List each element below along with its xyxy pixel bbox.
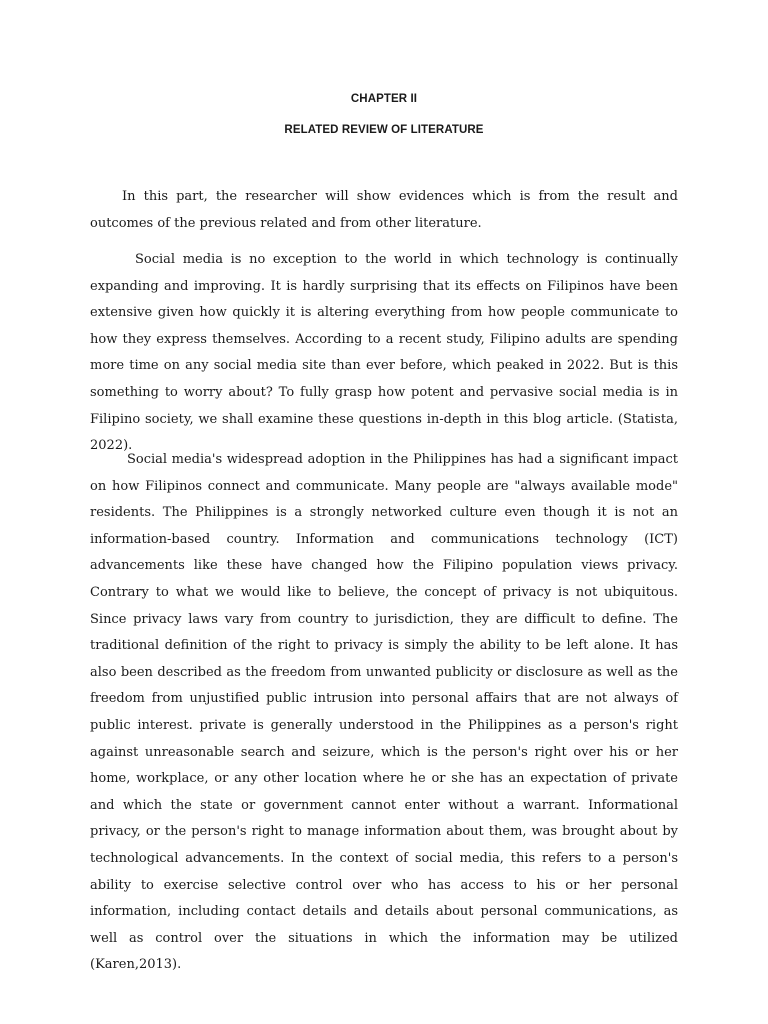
paragraph-social-media: Social media is no exception to the world in which technology is continually expanding and improving. It is hardly surprising that its effects on Filipinos have been extensive given how quickly it is altering everything from how people communicate to how they express themselves. According to a recent study, Filipino adults are spending more time on any social media site than ever before, which peaked in 2022. But is this something to worry about? To fully grasp how potent and pervasive social media is in Filipino society, we shall examine these questions in-depth in this blog article. (Statista, 2022). — [90, 252, 678, 454]
paragraph-privacy: Social media's widespread adoption in the Philippines has had a significant impact on how Filipinos connect and communicate. Many people are "always available mode" residents. The Philippines is a strongly networked culture even though it is not an information-based country. Information and communications technology (ICT) advancements like these have changed how the Filipino population views privacy. Contrary to what we would like to believe, the concept of privacy is not ubiquitous. Since privacy laws vary from country to jurisdiction, they are difficult to define. The traditional definition of the right to privacy is simply the ability to be left alone. It has also been described as the freedom from unwanted publicity or disclosure as well as the freedom from unjustified public intrusion into personal affairs that are not always of public interest. private is generally understood in the Philippines as a person's right against unreasonable search and seizure, which is the person's right over his or her home, workplace, or any other location where he or she has an expectation of private and which the state or government cannot enter without a warrant. Informational privacy, or the person's right to manage information about them, was brought about by technological advancements. In the context of social media, this refers to a person's ability to exercise selective control over who has access to his or her personal information, including contact details and details about personal communications, as well as control over the situations in which the information may be utilized (Karen,2013). — [90, 452, 678, 973]
paragraph-intro: In this part, the researcher will show evidences which is from the result and outcomes of the previous related and from other literature. — [90, 189, 678, 231]
chapter-heading: CHAPTER II — [350, 93, 418, 105]
section-title: RELATED REVIEW OF LITERATURE — [284, 124, 484, 136]
